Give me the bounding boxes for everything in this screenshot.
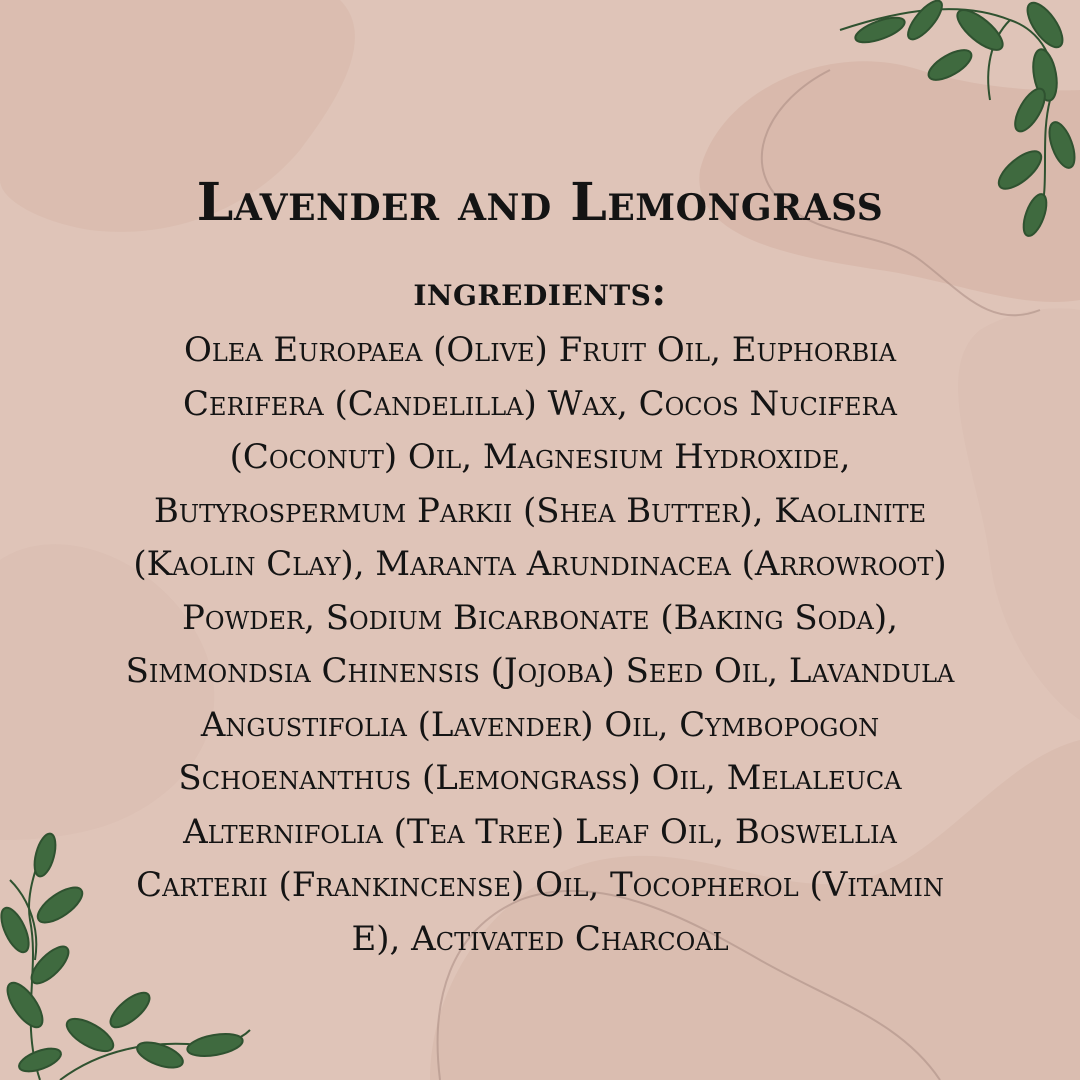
ingredients-line: Powder, Sodium Bicarbonate (Baking Soda),: [182, 597, 898, 638]
ingredients-line: E), Activated Charcoal: [351, 918, 729, 959]
ingredients-line: (Coconut) Oil, Magnesium Hydroxide,: [229, 437, 851, 477]
ingredients-line: (Kaolin Clay), Maranta Arundinacea (Arrowroot): [133, 544, 947, 584]
ingredients-line: Angustifolia (Lavender) Oil, Cymbopogon: [200, 704, 880, 745]
ingredients-list: [0, 324, 1080, 966]
ingredients-line: Simmondsia Chinensis (Jojoba) Seed Oil, Lavandula: [125, 651, 955, 691]
ingredients-line: Butyrospermum Parkii (Shea Butter), Kaolinite: [153, 490, 927, 531]
ingredients-line: Olea Europaea (Olive) Fruit Oil, Euphorbia: [183, 330, 897, 370]
ingredients-line: Schoenanthus (Lemongrass) Oil, Melaleuca: [178, 758, 902, 798]
page-title: Lavender and Lemongrass: [196, 172, 884, 233]
ingredients-line: Alternifolia (Tea Tree) Leaf Oil, Boswellia: [183, 811, 897, 852]
ingredients-line: Carterii (Frankincense) Oil, Tocopherol (Vitamin: [136, 865, 944, 905]
ingredients-line: Cerifera (Candelilla) Wax, Cocos Nucifera: [183, 383, 897, 424]
ingredients-heading: ingredients:: [413, 268, 667, 315]
